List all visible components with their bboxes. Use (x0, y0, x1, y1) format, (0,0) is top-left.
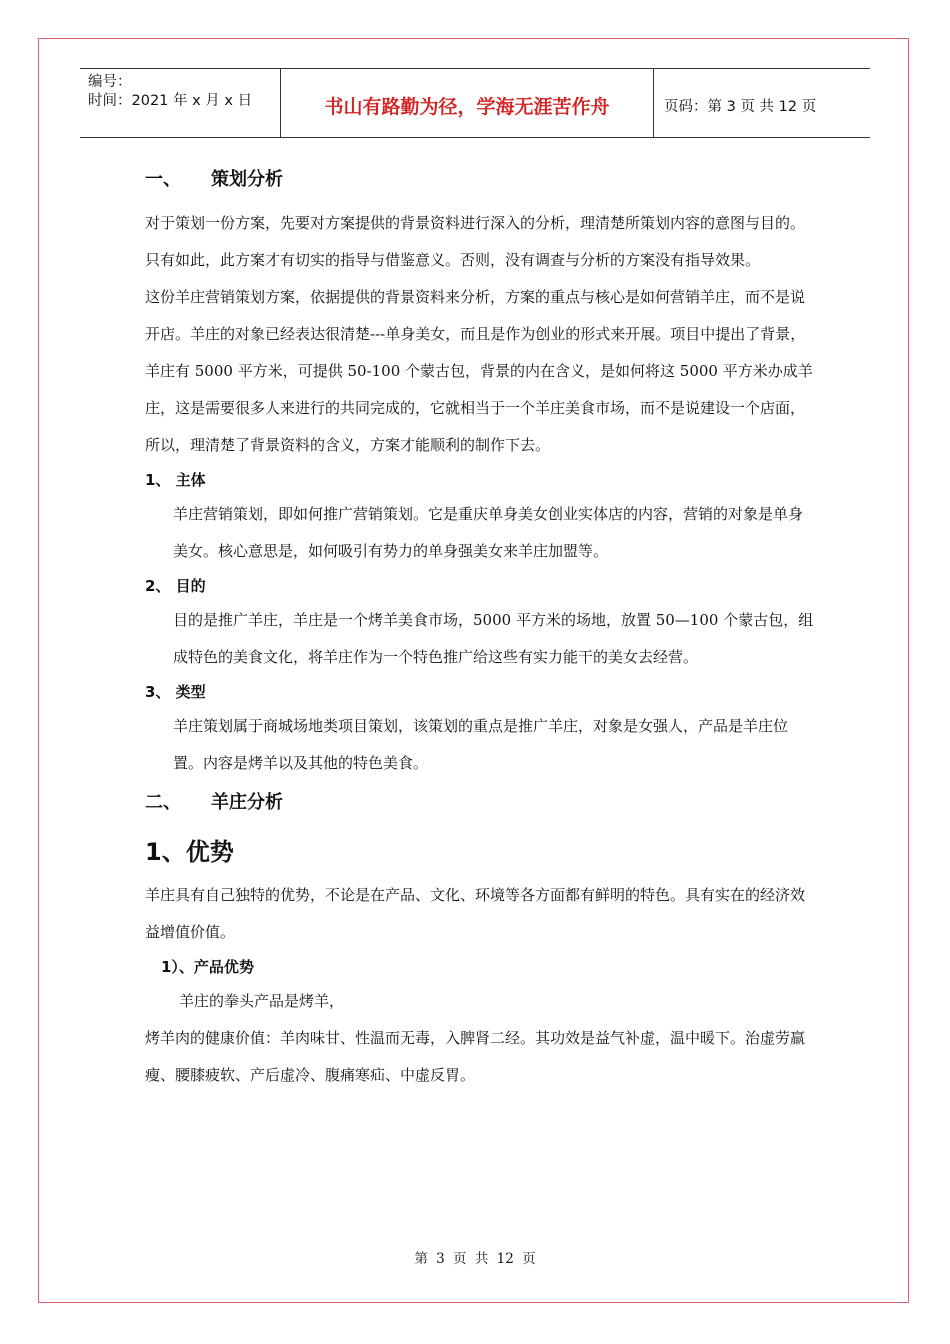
section-number: 一、 (145, 169, 181, 190)
paragraph: 羊庄策划属于商城场地类项目策划，该策划的重点是推广羊庄，对象是女强人，产品是羊庄位置。内容是烤羊以及其他的特色美食。 (173, 717, 789, 772)
time-label: 时间：2021 年 x 月 x 日 (88, 93, 253, 109)
paragraph: 这份羊庄营销策划方案，依据提供的背景资料来分析，方案的重点与核心是如何营销羊庄，而不是说开店。羊庄的对象已经表达很清楚---单身美女，而且是作为创业的形式来开展。项目中提出了背景，羊庄有 5000 平方米，可提供 50-100 个蒙古包，背景的内在含义，是如何将这 5000 平方米办成羊庄，这是需要很多人来进行的共同完成的，它就相当于一个羊庄美食市场，而不是说建设一个店面，所以，理清楚了背景资料的含义，方案才能顺利的制作下去。 (145, 288, 813, 454)
section-number: 二、 (145, 792, 181, 813)
paragraph: 烤羊肉的健康价值：羊肉味甘、性温而无毒，入脾肾二经。其功效是益气补虚，温中暖下。治虚劳羸瘦、腰膝疲软、产后虚冷、腹痛寒疝、中虚反胃。 (145, 1029, 806, 1084)
subheading: 1）、产品优势 (161, 958, 254, 976)
paragraph: 目的是推广羊庄，羊庄是一个烤羊美食市场，5000 平方米的场地，放置 50—100 个蒙古包，组成特色的美食文化，将羊庄作为一个特色推广给这些有实力能干的美女去经营。 (173, 611, 814, 666)
subheading: 2、 目的 (145, 577, 206, 595)
document-body (145, 165, 815, 1094)
section-title: 羊庄分析 (211, 792, 283, 813)
section-heading-1 (145, 165, 815, 191)
paragraph: 羊庄营销策划，即如何推广营销策划。它是重庆单身美女创业实体店的内容，营销的对象是单身美女。核心意思是，如何吸引有势力的单身强美女来羊庄加盟等。 (173, 505, 804, 560)
header-page-info: 页码：第 3 页 共 12 页 (664, 98, 817, 115)
section-title: 策划分析 (211, 169, 283, 190)
paragraph: 对于策划一份方案，先要对方案提供的背景资料进行深入的分析，理清楚所策划内容的意图与目的。只有如此，此方案才有切实的指导与借鉴意义。否则，没有调查与分析的方案没有指导效果。 (145, 214, 806, 269)
number-label: 编号： (88, 74, 132, 90)
page-footer: 第 3 页 共 12 页 (414, 1251, 536, 1267)
section-heading-2 (145, 788, 815, 814)
header-motto: 书山有路勤为径，学海无涯苦作舟 (280, 69, 654, 137)
page-header (80, 68, 870, 138)
subheading: 3、 类型 (145, 683, 206, 701)
header-meta (80, 69, 280, 137)
paragraph: 羊庄具有自己独特的优势，不论是在产品、文化、环境等各方面都有鲜明的特色。具有实在的经济效益增值价值。 (145, 886, 806, 941)
big-heading: 1、优势 (145, 838, 234, 866)
subheading: 1、 主体 (145, 471, 206, 489)
paragraph: 羊庄的拳头产品是烤羊， (179, 992, 345, 1010)
